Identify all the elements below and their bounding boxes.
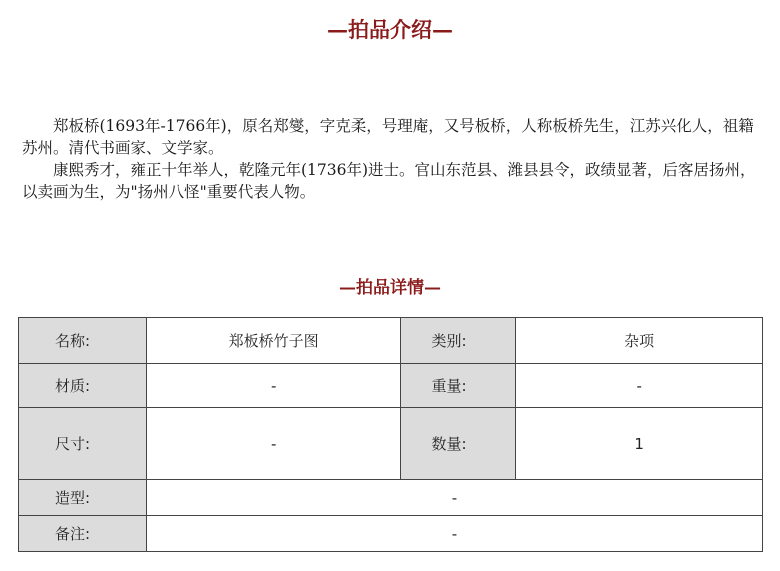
category-value: 杂项: [516, 318, 763, 364]
category-label: 类别:: [401, 318, 516, 364]
details-table: [18, 317, 763, 552]
size-label: 尺寸:: [19, 408, 147, 480]
weight-label: 重量:: [401, 364, 516, 408]
name-value: 郑板桥竹子图: [146, 318, 401, 364]
table-row: [19, 364, 763, 408]
weight-value: -: [516, 364, 763, 408]
intro-paragraph: 郑板桥(1693年-1766年)，原名郑燮，字克柔，号理庵，又号板桥，人称板桥先生，江苏兴化人，祖籍苏州。清代书画家、文学家。: [22, 117, 754, 157]
table-row: [19, 408, 763, 480]
quantity-label: 数量:: [401, 408, 516, 480]
remarks-value: -: [146, 516, 762, 552]
remarks-label: 备注:: [19, 516, 147, 552]
table-row: [19, 480, 763, 516]
shape-label: 造型:: [19, 480, 147, 516]
name-label: 名称:: [19, 318, 147, 364]
material-value: -: [146, 364, 401, 408]
shape-value: -: [146, 480, 762, 516]
size-value: -: [146, 408, 401, 480]
intro-paragraph: 康熙秀才，雍正十年举人，乾隆元年(1736年)进士。官山东范县、潍县县令，政绩显著，后客居扬州，以卖画为生，为"扬州八怪"重要代表人物。: [22, 161, 756, 201]
material-label: 材质:: [19, 364, 147, 408]
table-row: [19, 318, 763, 364]
quantity-value: 1: [516, 408, 763, 480]
intro-text: [22, 115, 762, 203]
table-row: [19, 516, 763, 552]
intro-section-title: —拍品介绍—: [327, 17, 453, 42]
details-section-title: —拍品详情—: [339, 278, 441, 298]
